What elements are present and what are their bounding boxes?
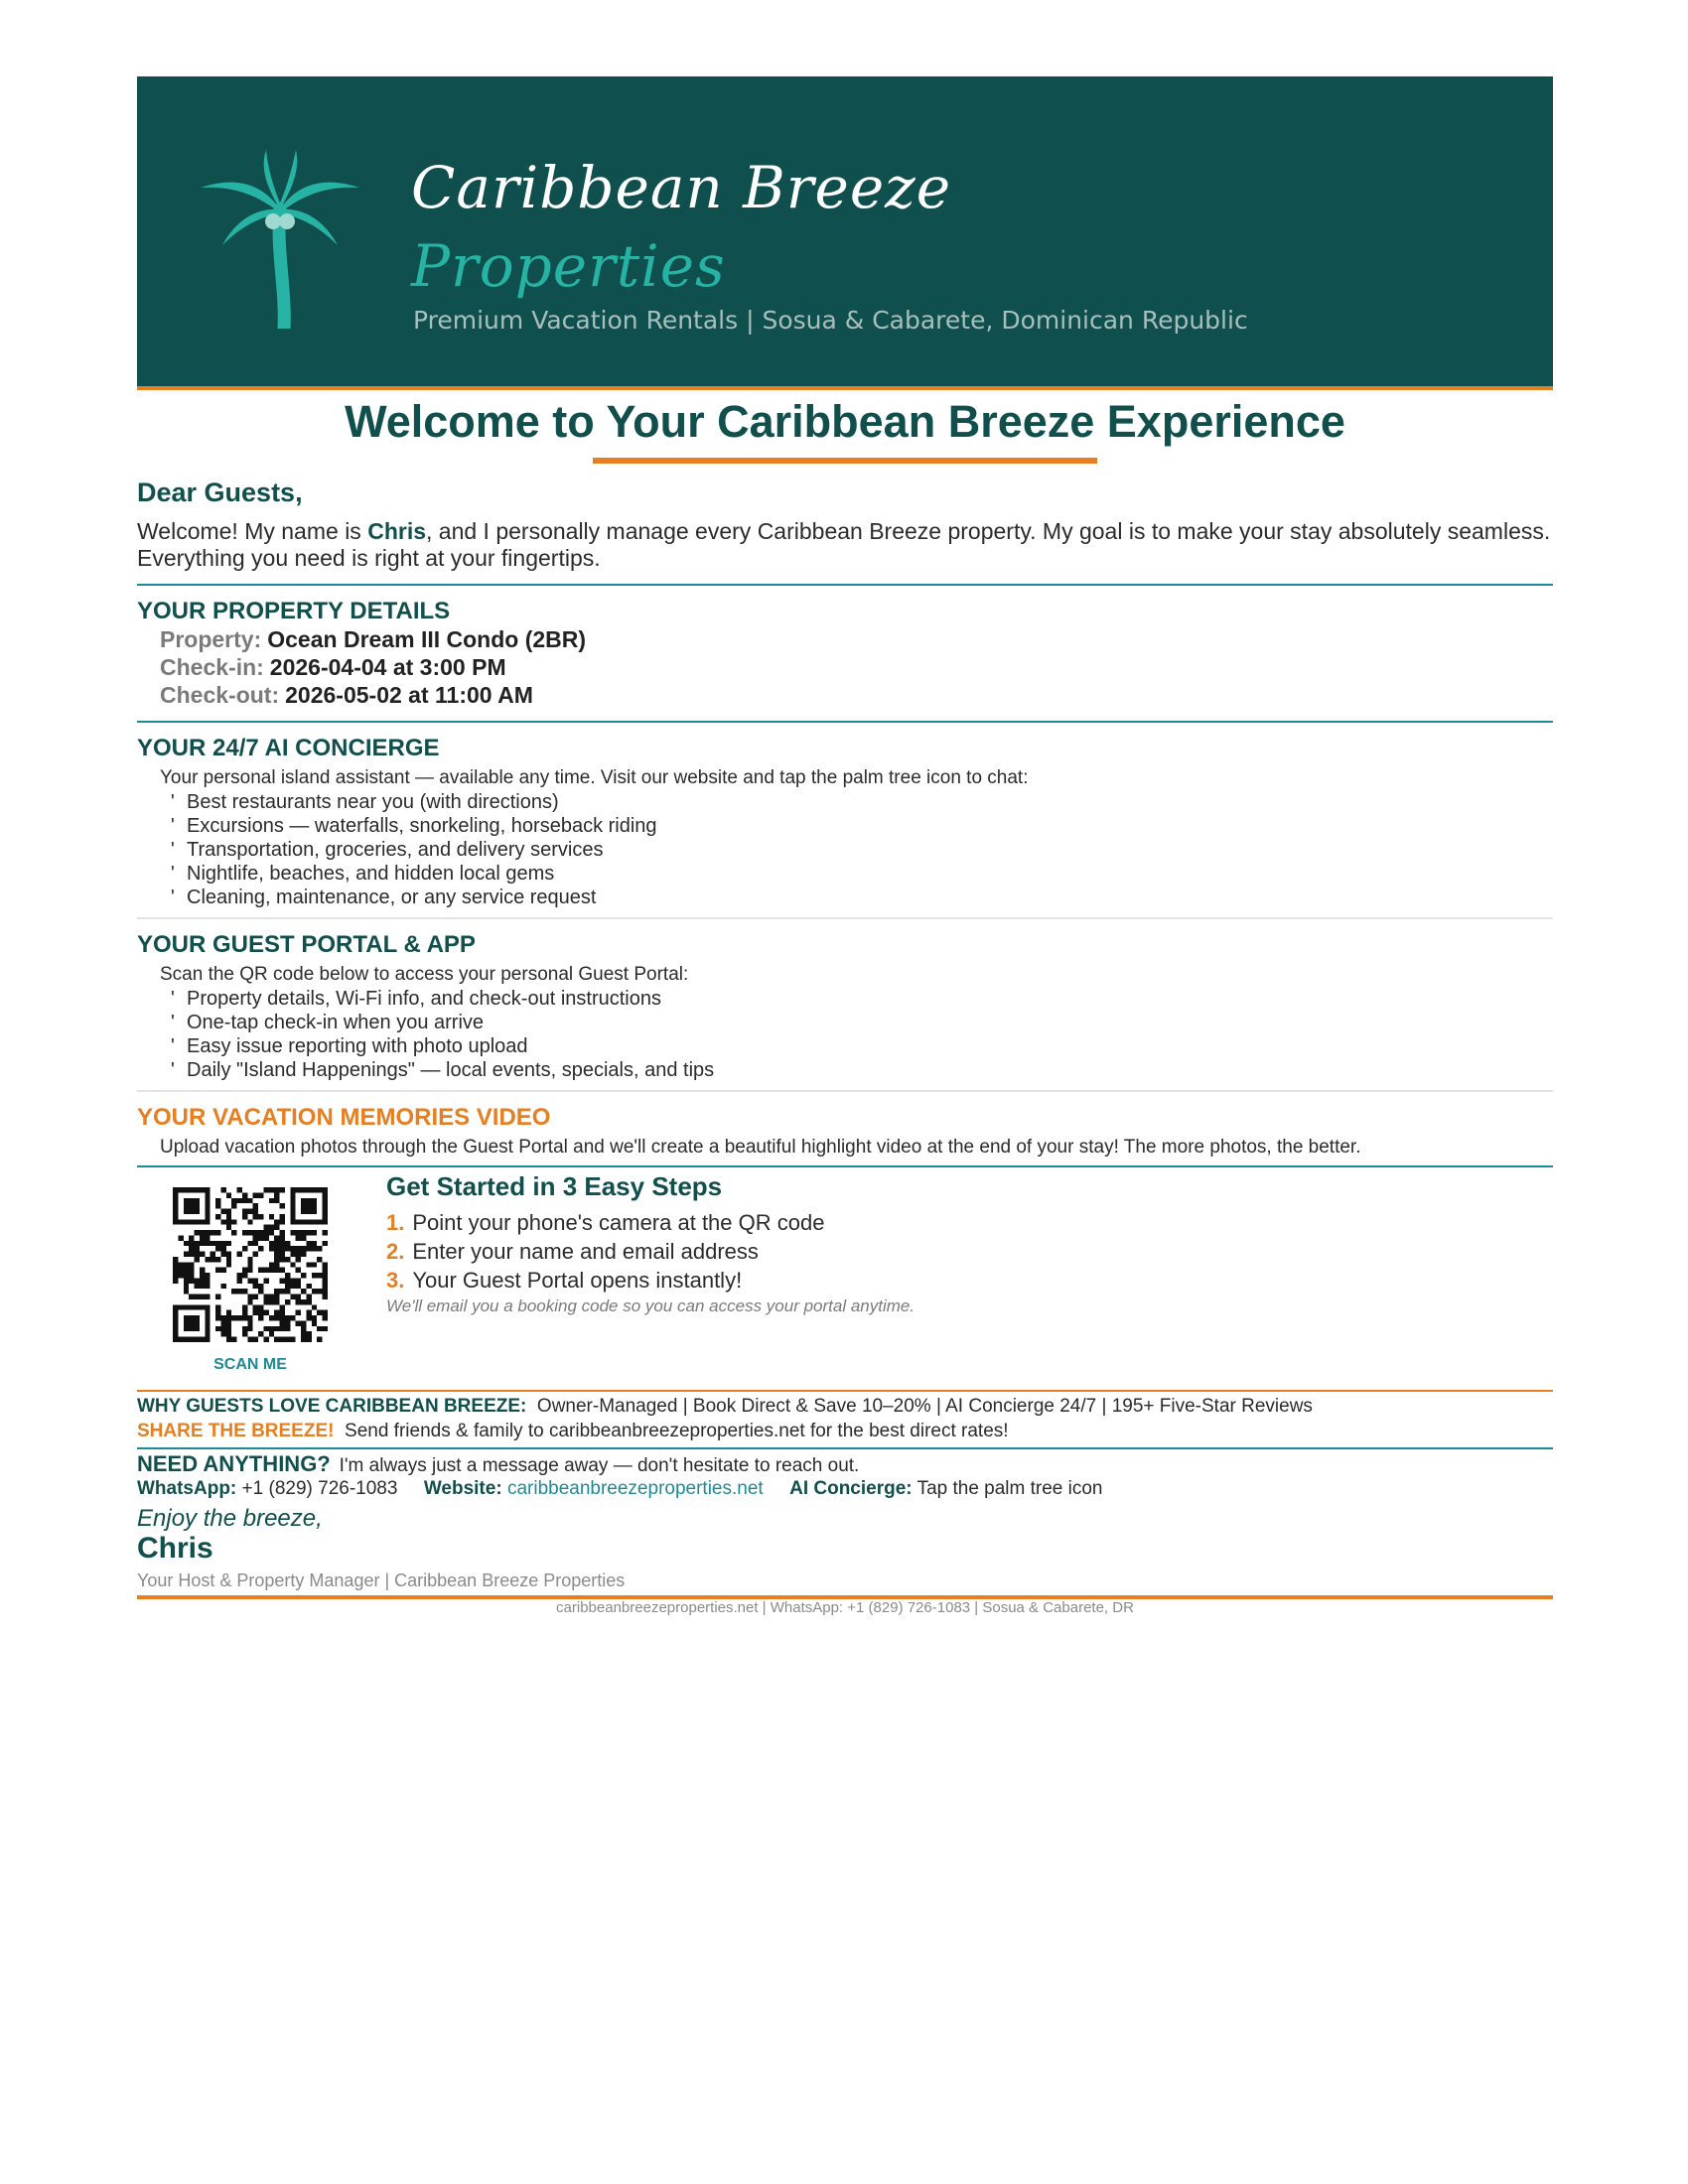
intro-before: Welcome! My name is xyxy=(137,518,368,544)
portal-lead: Scan the QR code below to access your personal Guest Portal: xyxy=(160,964,689,985)
share-line xyxy=(137,1419,1553,1443)
list-item xyxy=(171,790,1553,814)
welcome-title: Welcome to Your Caribbean Breeze Experience xyxy=(345,396,1345,447)
portal-title: YOUR GUEST PORTAL & APP xyxy=(137,931,476,958)
bullet-mark: ' xyxy=(171,839,175,861)
list-item xyxy=(171,1034,1553,1058)
bullet-mark: ' xyxy=(171,863,175,885)
bullet-mark: ' xyxy=(171,815,175,837)
concierge-list xyxy=(171,790,1553,909)
why-label: WHY GUESTS LOVE CARIBBEAN BREEZE: xyxy=(137,1396,527,1417)
list-item-text: Property details, Wi-Fi info, and check-out instructions xyxy=(187,988,661,1010)
step-number: 2. xyxy=(386,1239,405,1264)
list-item-text: Excursions — waterfalls, snorkeling, horseback riding xyxy=(187,815,657,837)
website-label: Website: xyxy=(423,1478,502,1499)
bullet-mark: ' xyxy=(171,1012,175,1033)
need-title: NEED ANYTHING? xyxy=(137,1451,331,1476)
divider xyxy=(137,1090,1553,1092)
memories-title: YOUR VACATION MEMORIES VIDEO xyxy=(137,1104,551,1131)
qr-code-icon[interactable] xyxy=(173,1187,328,1342)
divider xyxy=(137,584,1553,586)
list-item xyxy=(171,886,1553,909)
whatsapp-number[interactable]: +1 (829) 726-1083 xyxy=(241,1478,398,1499)
step-text: Enter your name and email address xyxy=(412,1239,759,1264)
list-item xyxy=(171,987,1553,1011)
detail-row-check-in xyxy=(160,653,1553,681)
list-item-text: Daily "Island Happenings" — local events, specials, and tips xyxy=(187,1059,715,1081)
portal-list xyxy=(171,987,1553,1082)
detail-label: Property: xyxy=(160,626,262,652)
bullet-mark: ' xyxy=(171,791,175,813)
list-item xyxy=(171,862,1553,886)
qr-section xyxy=(137,1171,1553,1390)
detail-label: Check-out: xyxy=(160,682,280,708)
steps-block xyxy=(386,1171,914,1316)
share-text: Send friends & family to caribbeanbreezeproperties.net for the best direct rates! xyxy=(345,1421,1009,1441)
brand-tagline: Premium Vacation Rentals | Sosua & Cabarete, Dominican Republic xyxy=(413,306,1248,335)
step-item xyxy=(386,1237,914,1266)
signature-name: Chris xyxy=(137,1532,213,1565)
ai-concierge-text: Tap the palm tree icon xyxy=(916,1478,1103,1499)
step-item xyxy=(386,1266,914,1295)
divider xyxy=(137,917,1553,919)
palm-tree-icon xyxy=(201,150,359,329)
step-number: 3. xyxy=(386,1268,405,1293)
list-item-text: Cleaning, maintenance, or any service request xyxy=(187,887,597,908)
list-item xyxy=(171,1058,1553,1082)
why-text: Owner-Managed | Book Direct & Save 10–20% | AI Concierge 24/7 | 195+ Five-Star Reviews xyxy=(536,1396,1313,1417)
share-label: SHARE THE BREEZE! xyxy=(137,1421,335,1441)
step-item xyxy=(386,1208,914,1237)
title-underline xyxy=(593,458,1097,464)
ai-concierge-label: AI Concierge: xyxy=(789,1478,913,1499)
scan-me-label: SCAN ME xyxy=(213,1356,287,1373)
letterhead xyxy=(137,76,1553,390)
step-text: Point your phone's camera at the QR code xyxy=(412,1210,825,1235)
divider xyxy=(137,1390,1553,1392)
intro-paragraph xyxy=(137,518,1553,572)
concierge-title: YOUR 24/7 AI CONCIERGE xyxy=(137,735,440,761)
list-item-text: Nightlife, beaches, and hidden local gems xyxy=(187,863,555,885)
step-number: 1. xyxy=(386,1210,405,1235)
contact-section xyxy=(137,1451,1553,1501)
bullet-mark: ' xyxy=(171,887,175,908)
list-item-text: Easy issue reporting with photo upload xyxy=(187,1035,528,1057)
welcome-letter xyxy=(137,76,1553,1616)
host-name: Chris xyxy=(367,518,426,544)
brand-name-line1: Caribbean Breeze xyxy=(411,154,952,221)
step-text: Your Guest Portal opens instantly! xyxy=(412,1268,743,1293)
list-item xyxy=(171,838,1553,862)
property-details xyxy=(160,625,1553,709)
list-item xyxy=(171,814,1553,838)
concierge-lead: Your personal island assistant — available any time. Visit our website and tap the palm tree icon to chat: xyxy=(160,767,1029,788)
bullet-mark: ' xyxy=(171,988,175,1010)
contact-line xyxy=(137,1477,1553,1501)
divider xyxy=(137,1165,1553,1167)
greeting: Dear Guests, xyxy=(137,478,303,507)
signoff-enjoy: Enjoy the breeze, xyxy=(137,1505,323,1532)
bullet-mark: ' xyxy=(171,1035,175,1057)
list-item-text: Transportation, groceries, and delivery services xyxy=(187,839,604,861)
list-item xyxy=(171,1011,1553,1034)
list-item-text: Best restaurants near you (with directions) xyxy=(187,791,559,813)
list-item-text: One-tap check-in when you arrive xyxy=(187,1012,485,1033)
intro-after: , and I personally manage every Caribbean Breeze property. My goal is to make your stay absolutely seamless. Everything you need is right at your fingertips. xyxy=(137,518,1551,571)
footer-text: caribbeanbreezeproperties.net | WhatsApp: +1 (829) 726-1083 | Sosua & Cabarete, DR xyxy=(556,1599,1134,1616)
whatsapp-label: WhatsApp: xyxy=(137,1478,237,1499)
need-text: I'm always just a message away — don't hesitate to reach out. xyxy=(339,1455,860,1476)
divider xyxy=(137,1447,1553,1449)
steps-title: Get Started in 3 Easy Steps xyxy=(386,1171,723,1201)
property-details-title: YOUR PROPERTY DETAILS xyxy=(137,598,451,624)
detail-value: 2026-05-02 at 11:00 AM xyxy=(285,682,533,708)
detail-value: 2026-04-04 at 3:00 PM xyxy=(269,654,506,680)
bullet-mark: ' xyxy=(171,1059,175,1081)
signature-role: Your Host & Property Manager | Caribbean Breeze Properties xyxy=(137,1570,626,1590)
detail-row-check-out xyxy=(160,681,1553,709)
divider xyxy=(137,721,1553,723)
detail-label: Check-in: xyxy=(160,654,264,680)
memories-lead: Upload vacation photos through the Guest Portal and we'll create a beautiful highlight video at the end of your stay! The more photos, the better. xyxy=(160,1137,1361,1158)
why-line xyxy=(137,1394,1553,1419)
steps-note: We'll email you a booking code so you can access your portal anytime. xyxy=(386,1297,915,1315)
detail-row-property xyxy=(160,625,1553,653)
detail-value: Ocean Dream III Condo (2BR) xyxy=(267,626,587,652)
need-line xyxy=(137,1451,1553,1477)
brand-name-line2: Properties xyxy=(411,232,726,300)
website-link[interactable]: caribbeanbreezeproperties.net xyxy=(506,1478,764,1499)
why-section xyxy=(137,1394,1553,1443)
